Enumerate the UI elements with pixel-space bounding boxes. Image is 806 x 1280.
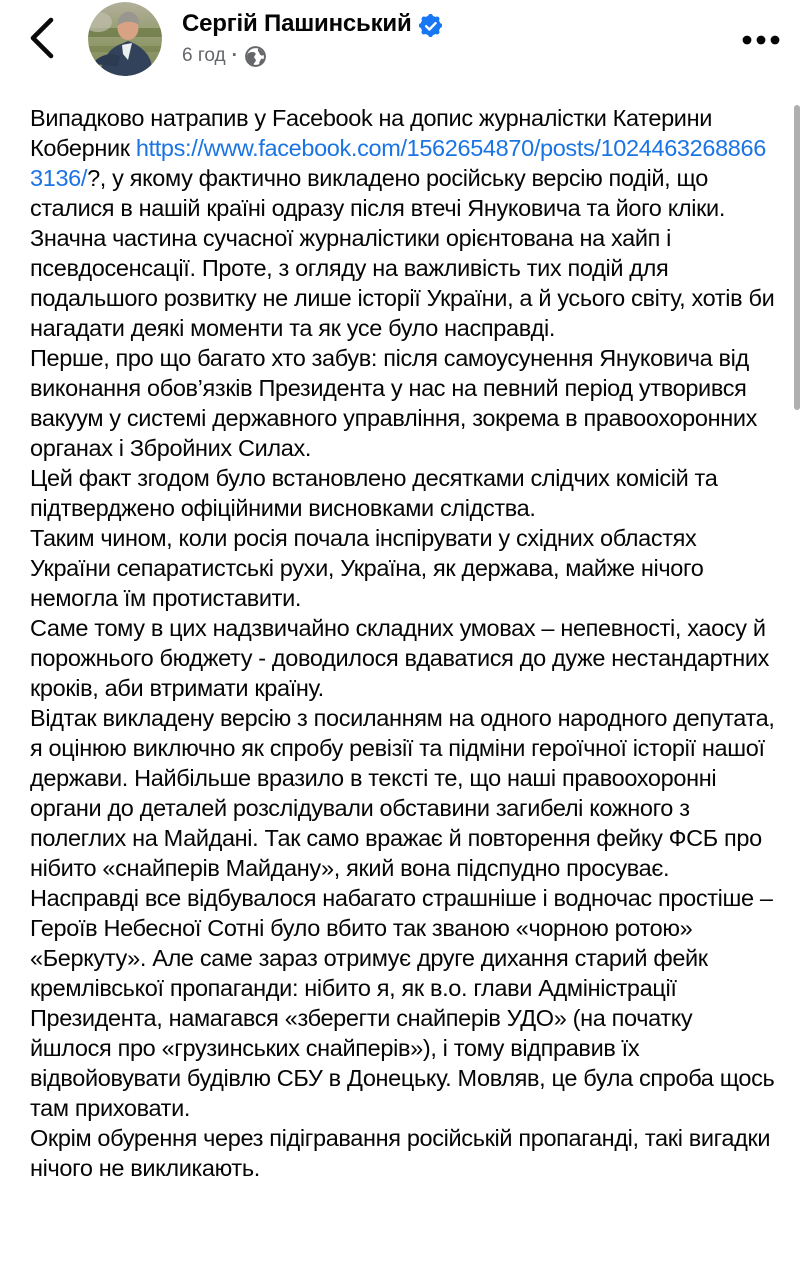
post-header [0, 0, 806, 80]
post-paragraph [30, 703, 776, 883]
post-paragraph [30, 463, 776, 523]
avatar[interactable] [88, 2, 162, 76]
post-meta [182, 45, 442, 67]
scrollbar-thumb[interactable] [794, 105, 800, 410]
post-paragraph [30, 613, 776, 703]
chevron-left-icon [29, 17, 55, 59]
verified-badge-icon [419, 14, 442, 37]
post-paragraph [30, 523, 776, 613]
post-text-segment: Випадково натрапив у Facebook на допис журналістки Катерини Коберник [30, 105, 712, 161]
post-text-segment: Цей факт згодом було встановлено десятками слідчих комісій та підтверджено офіційними висновками слідства. [30, 465, 718, 521]
post-text-segment: Насправді все відбувалося набагато страшніше і водночас простіше – Героїв Небесної Сотні було вбито так званою «чорною ротою» «Беркуту». Але саме зараз отримує друге дихання старий фейк кремлівської пропаганди: нібито я, як в.о. глави Адміністрації Президента, намагався «зберегти снайперів УДО» (на початку йшлося про «грузинських снайперів»), і тому відправив їх відвойовувати будівлю СБУ в Донецьку. Мовляв, це була спроба щось там приховати. [30, 885, 775, 1121]
post-text-segment: Перше, про що багато хто забув: після самоусунення Януковича від виконання обов’язків Президента у нас на певний період утворився вакуум у системі державного управління, зокрема в правоохоронних органах і Збройних Силах. [30, 345, 758, 461]
profile-photo [88, 2, 162, 76]
globe-icon [245, 46, 266, 67]
post-text-segment: Окрім обурення через підігравання російській пропаганді, такі вигадки нічого не викликають. [30, 1125, 771, 1181]
post-text-segment: Таким чином, коли росія почала інспірувати у східних областях України сепаратистські рухи, Україна, як держава, майже нічого немогла їм протиставити. [30, 525, 704, 611]
post-paragraph [30, 343, 776, 463]
post-paragraph [30, 223, 776, 343]
post-text-segment: ?, у якому фактично викладено російську версію подій, що сталися в нашій країні одразу після втечі Януковича та його кліки. [30, 165, 726, 221]
post-paragraph [30, 103, 776, 223]
post-text-segment: Значна частина сучасної журналістики орієнтована на хайп і псевдосенсації. Проте, з огляду на важливість тих подій для подальшого розвитку не лише історії України, а й усього світу, хотів би нагадати деякі моменти та як усе було насправді. [30, 225, 775, 341]
post-text [30, 103, 776, 1183]
back-button[interactable] [16, 10, 68, 66]
ellipsis-icon [742, 35, 780, 45]
meta-separator: · [231, 45, 238, 66]
post-link[interactable]: https://www.facebook.com/1562654870/posts/10244632688663136/ [30, 135, 766, 191]
post-paragraph [30, 1123, 776, 1183]
post-text-segment: Саме тому в цих надзвичайно складних умовах – непевності, хаосу й порожнього бюджету - доводилося вдаватися до дуже нестандартних кроків, аби втримати країну. [30, 615, 770, 701]
post-text-segment: Відтак викладену версію з посиланням на одного народного депутата, я оцінюю виключно як спробу ревізії та підміни героїчної історії нашої держави. Найбільше вразило в тексті те, що наші правоохоронні органи до деталей розслідували обставини загибелі кожного з полеглих на Майдані. Так само вражає й повторення фейку ФСБ про нібито «снайперів Майдану», який вона підспудно просуває. [30, 705, 775, 881]
more-options-button[interactable] [738, 22, 784, 58]
post-paragraph [30, 883, 776, 1123]
author-name[interactable]: Сергій Пашинський [182, 10, 412, 37]
timestamp: 6 год [182, 45, 226, 66]
author-block [182, 10, 442, 67]
